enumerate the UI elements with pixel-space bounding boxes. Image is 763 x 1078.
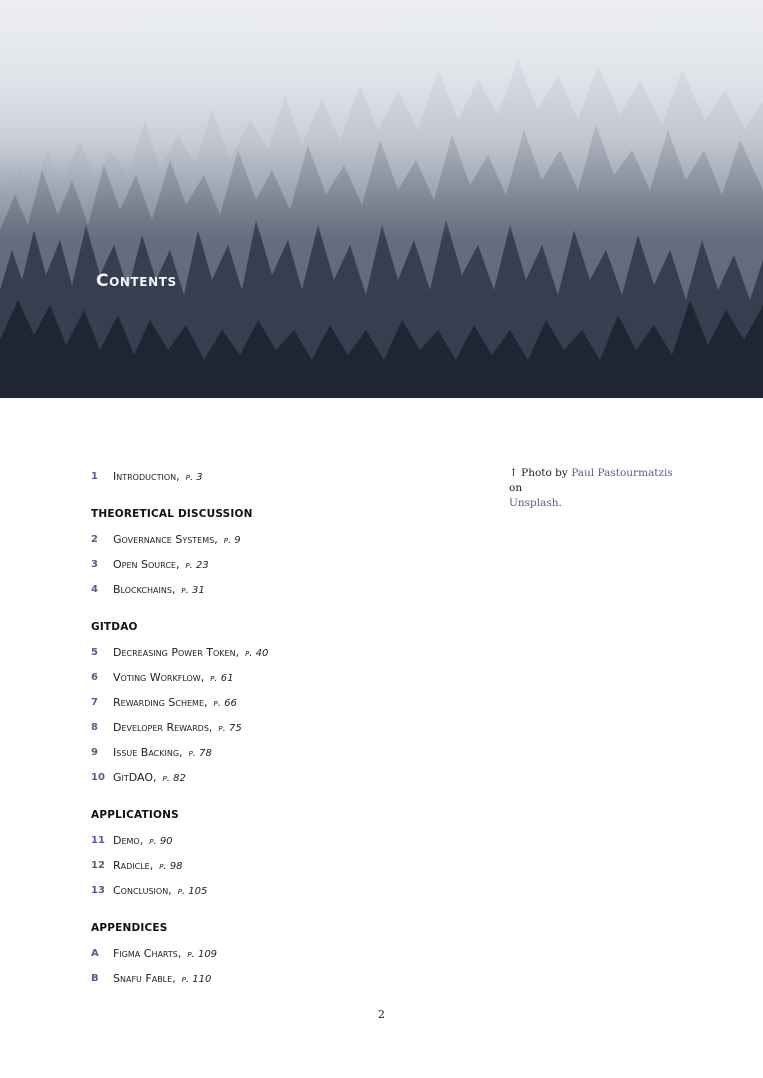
- toc-entry-number: 3: [91, 559, 98, 570]
- credit-prefix: Photo by: [521, 467, 568, 479]
- toc-entry-page: p. 78: [188, 748, 212, 759]
- toc-entry-title: Decreasing Power Token, p. 40: [113, 646, 269, 659]
- toc-entry-page: p. 90: [149, 836, 173, 847]
- photo-credit: [509, 466, 689, 511]
- toc-section-heading: APPENDICES: [91, 922, 168, 934]
- toc-entry-page: p. 40: [245, 648, 269, 659]
- toc-entry-title: Open Source, p. 23: [113, 558, 209, 571]
- toc-section-heading: GITDAO: [91, 621, 138, 633]
- toc-entry-title: Introduction, p. 3: [113, 470, 203, 483]
- page-number: 2: [378, 1008, 385, 1021]
- toc-entry-page: p. 110: [181, 974, 212, 985]
- toc-entry-page: p. 66: [213, 698, 237, 709]
- toc-entry-number: 1: [91, 471, 98, 482]
- toc-entry-number: 9: [91, 747, 98, 758]
- toc-section-heading: THEORETICAL DISCUSSION: [91, 508, 253, 520]
- up-arrow-icon: ↑: [509, 467, 518, 479]
- toc-entry-page: p. 23: [185, 560, 209, 571]
- toc-entry-number: 4: [91, 584, 98, 595]
- toc-entry-page: p. 75: [218, 723, 242, 734]
- toc-entry-number: 13: [91, 885, 105, 896]
- page-title: Contents: [96, 271, 177, 291]
- header-banner: [0, 0, 763, 398]
- toc-entry-number: 11: [91, 835, 105, 846]
- toc-entry-number: 5: [91, 647, 98, 658]
- toc-entry-title: Blockchains, p. 31: [113, 583, 205, 596]
- toc-entry-page: p. 3: [185, 472, 203, 483]
- toc-entry-page: p. 61: [210, 673, 234, 684]
- credit-site-link[interactable]: Unsplash: [509, 497, 559, 509]
- toc-entry-number: 2: [91, 534, 98, 545]
- toc-entry-title: Developer Rewards, p. 75: [113, 721, 242, 734]
- toc-entry-title: Issue Backing, p. 78: [113, 746, 212, 759]
- toc-entry-page: p. 109: [187, 949, 218, 960]
- toc-entry-page: p. 9: [223, 535, 241, 546]
- toc-entry-number: 7: [91, 697, 98, 708]
- toc-entry-number: 12: [91, 860, 105, 871]
- credit-author-link[interactable]: Paul Pastourmatzis: [571, 467, 673, 479]
- toc-entry-title: Conclusion, p. 105: [113, 884, 208, 897]
- toc-section-heading: APPLICATIONS: [91, 809, 179, 821]
- toc-entry-number: A: [91, 948, 99, 959]
- toc-entry-title: Governance Systems, p. 9: [113, 533, 241, 546]
- toc-entry-title: Radicle, p. 98: [113, 859, 183, 872]
- credit-middle: on: [509, 482, 523, 494]
- toc-entry-number: 10: [91, 772, 105, 783]
- credit-suffix: .: [558, 497, 562, 509]
- toc-entry-title: Demo, p. 90: [113, 834, 173, 847]
- toc-entry-page: p. 105: [177, 886, 208, 897]
- toc-entry-title: Figma Charts, p. 109: [113, 947, 218, 960]
- toc-entry-number: B: [91, 973, 99, 984]
- toc-entry-page: p. 31: [181, 585, 205, 596]
- toc-entry-title: GitDAO, p. 82: [113, 771, 186, 784]
- toc-entry-page: p. 82: [162, 773, 186, 784]
- toc-entry-title: Rewarding Scheme, p. 66: [113, 696, 237, 709]
- toc-entry-page: p. 98: [159, 861, 183, 872]
- toc-entry-number: 6: [91, 672, 98, 683]
- toc-entry-number: 8: [91, 722, 98, 733]
- toc-entry-title: Voting Workflow, p. 61: [113, 671, 234, 684]
- forest-photo: [0, 0, 763, 398]
- toc-entry-title: Snafu Fable, p. 110: [113, 972, 212, 985]
